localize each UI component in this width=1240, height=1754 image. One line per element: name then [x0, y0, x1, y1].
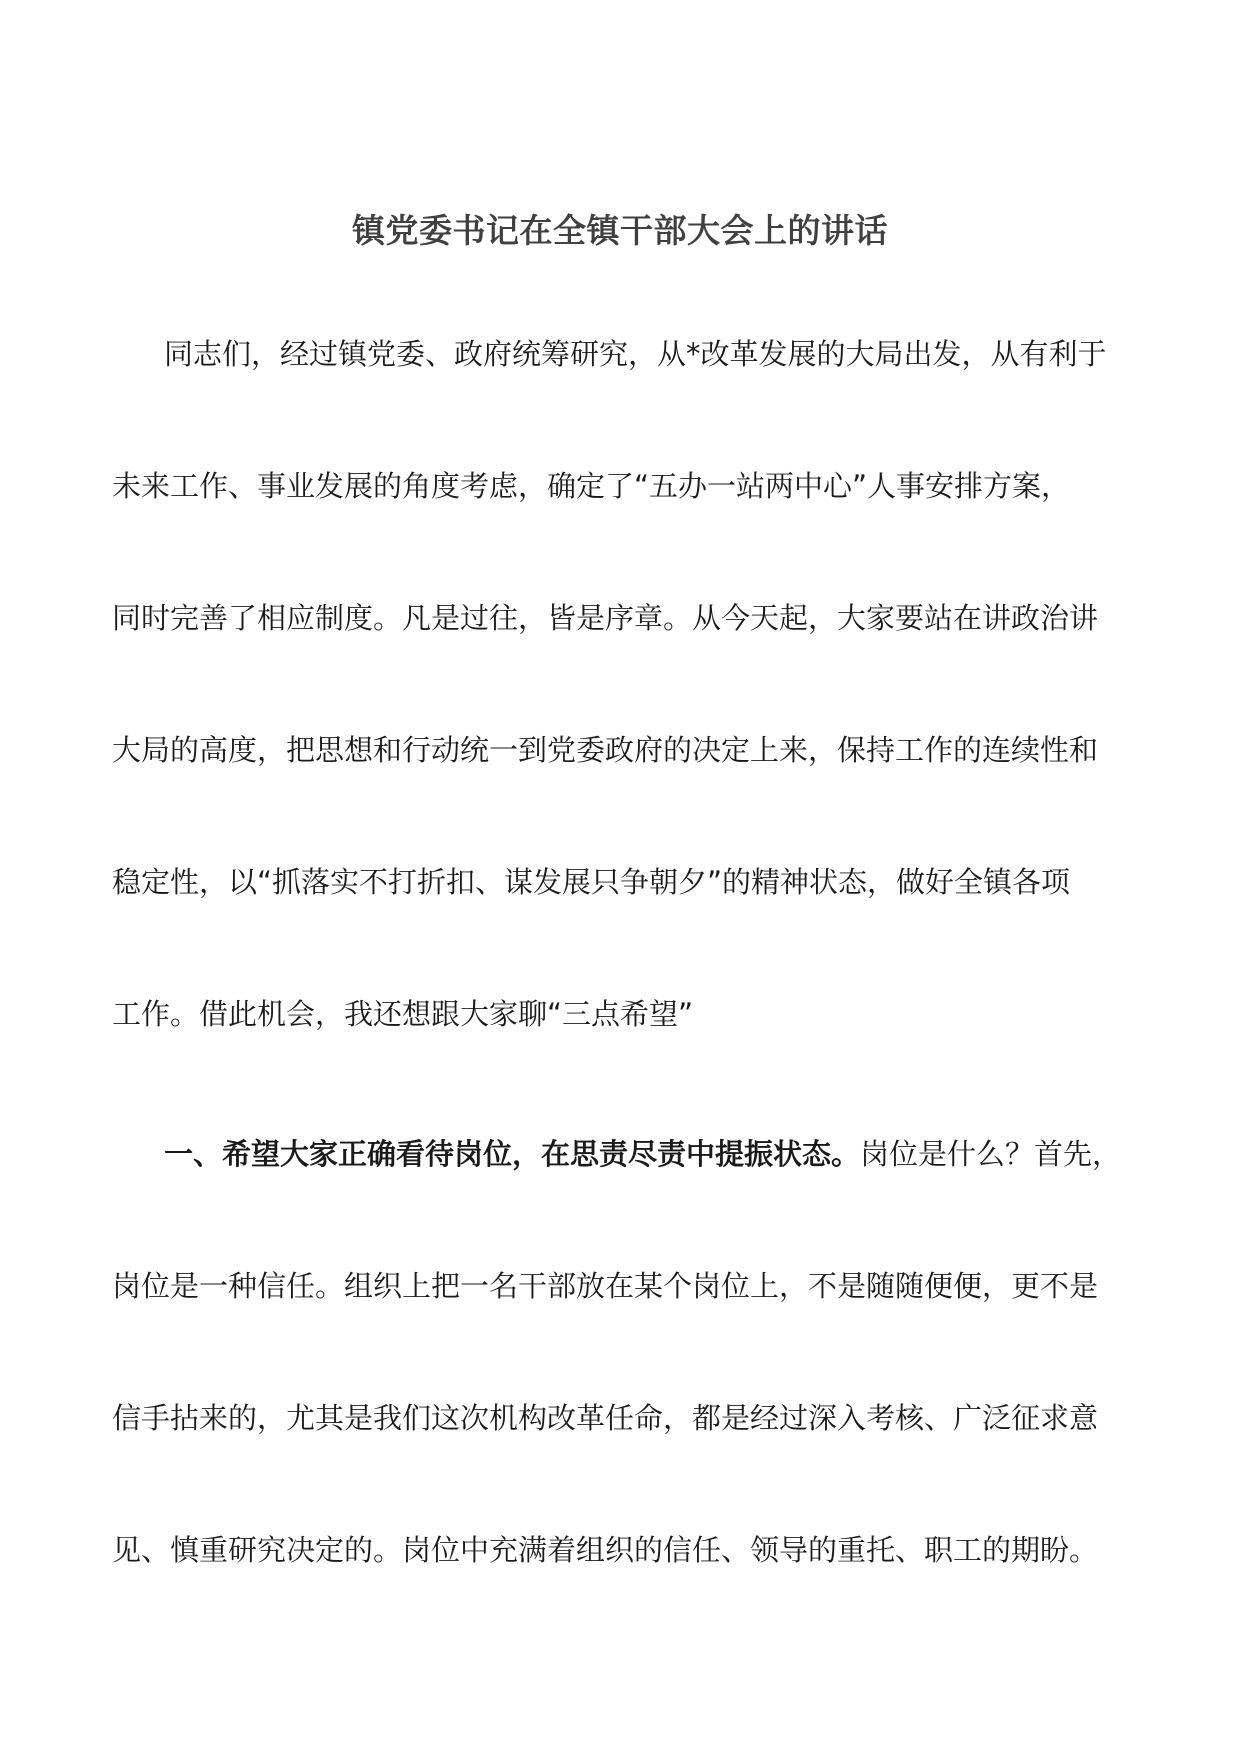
paragraph-line: [112, 1088, 1132, 1220]
paragraph-line: 未来工作、事业发展的角度考虑，确定了“五办一站两中心”人事安排方案，: [112, 469, 1071, 503]
paragraph-line: 见、慎重研究决定的。岗位中充满着组织的信任、领导的重托、职工的期盼。: [112, 1533, 1099, 1567]
document-title: 镇党委书记在全镇干部大会上的讲话: [352, 211, 888, 250]
paragraph-line: 大局的高度，把思想和行动统一到党委政府的决定上来，保持工作的连续性和: [112, 733, 1099, 767]
paragraph-line: 工作。借此机会，我还想跟大家聊“三点希望”: [112, 997, 694, 1031]
paragraph-text: 岗位是什么？首先，: [860, 1137, 1122, 1171]
paragraph-line: 信手拈来的，尤其是我们这次机构改革任命，都是经过深入考核、广泛征求意: [112, 1401, 1099, 1435]
paragraph-line: 同志们，经过镇党委、政府统筹研究，从*改革发展的大局出发，从有利于: [164, 337, 1107, 371]
paragraph-line: 同时完善了相应制度。凡是过往，皆是序章。从今天起，大家要站在讲政治讲: [112, 601, 1099, 635]
paragraph-line: 岗位是一种信任。组织上把一名干部放在某个岗位上，不是随随便便，更不是: [112, 1269, 1099, 1303]
paragraph-hope-one: [112, 1088, 1132, 1616]
section-heading: 一、希望大家正确看待岗位，在思责尽责中提振状态。: [164, 1137, 861, 1171]
paragraph-opening: [112, 288, 1132, 1080]
paragraph-line: 稳定性，以“抓落实不打折扣、谋发展只争朝夕”的精神状态，做好全镇各项: [112, 865, 1071, 899]
